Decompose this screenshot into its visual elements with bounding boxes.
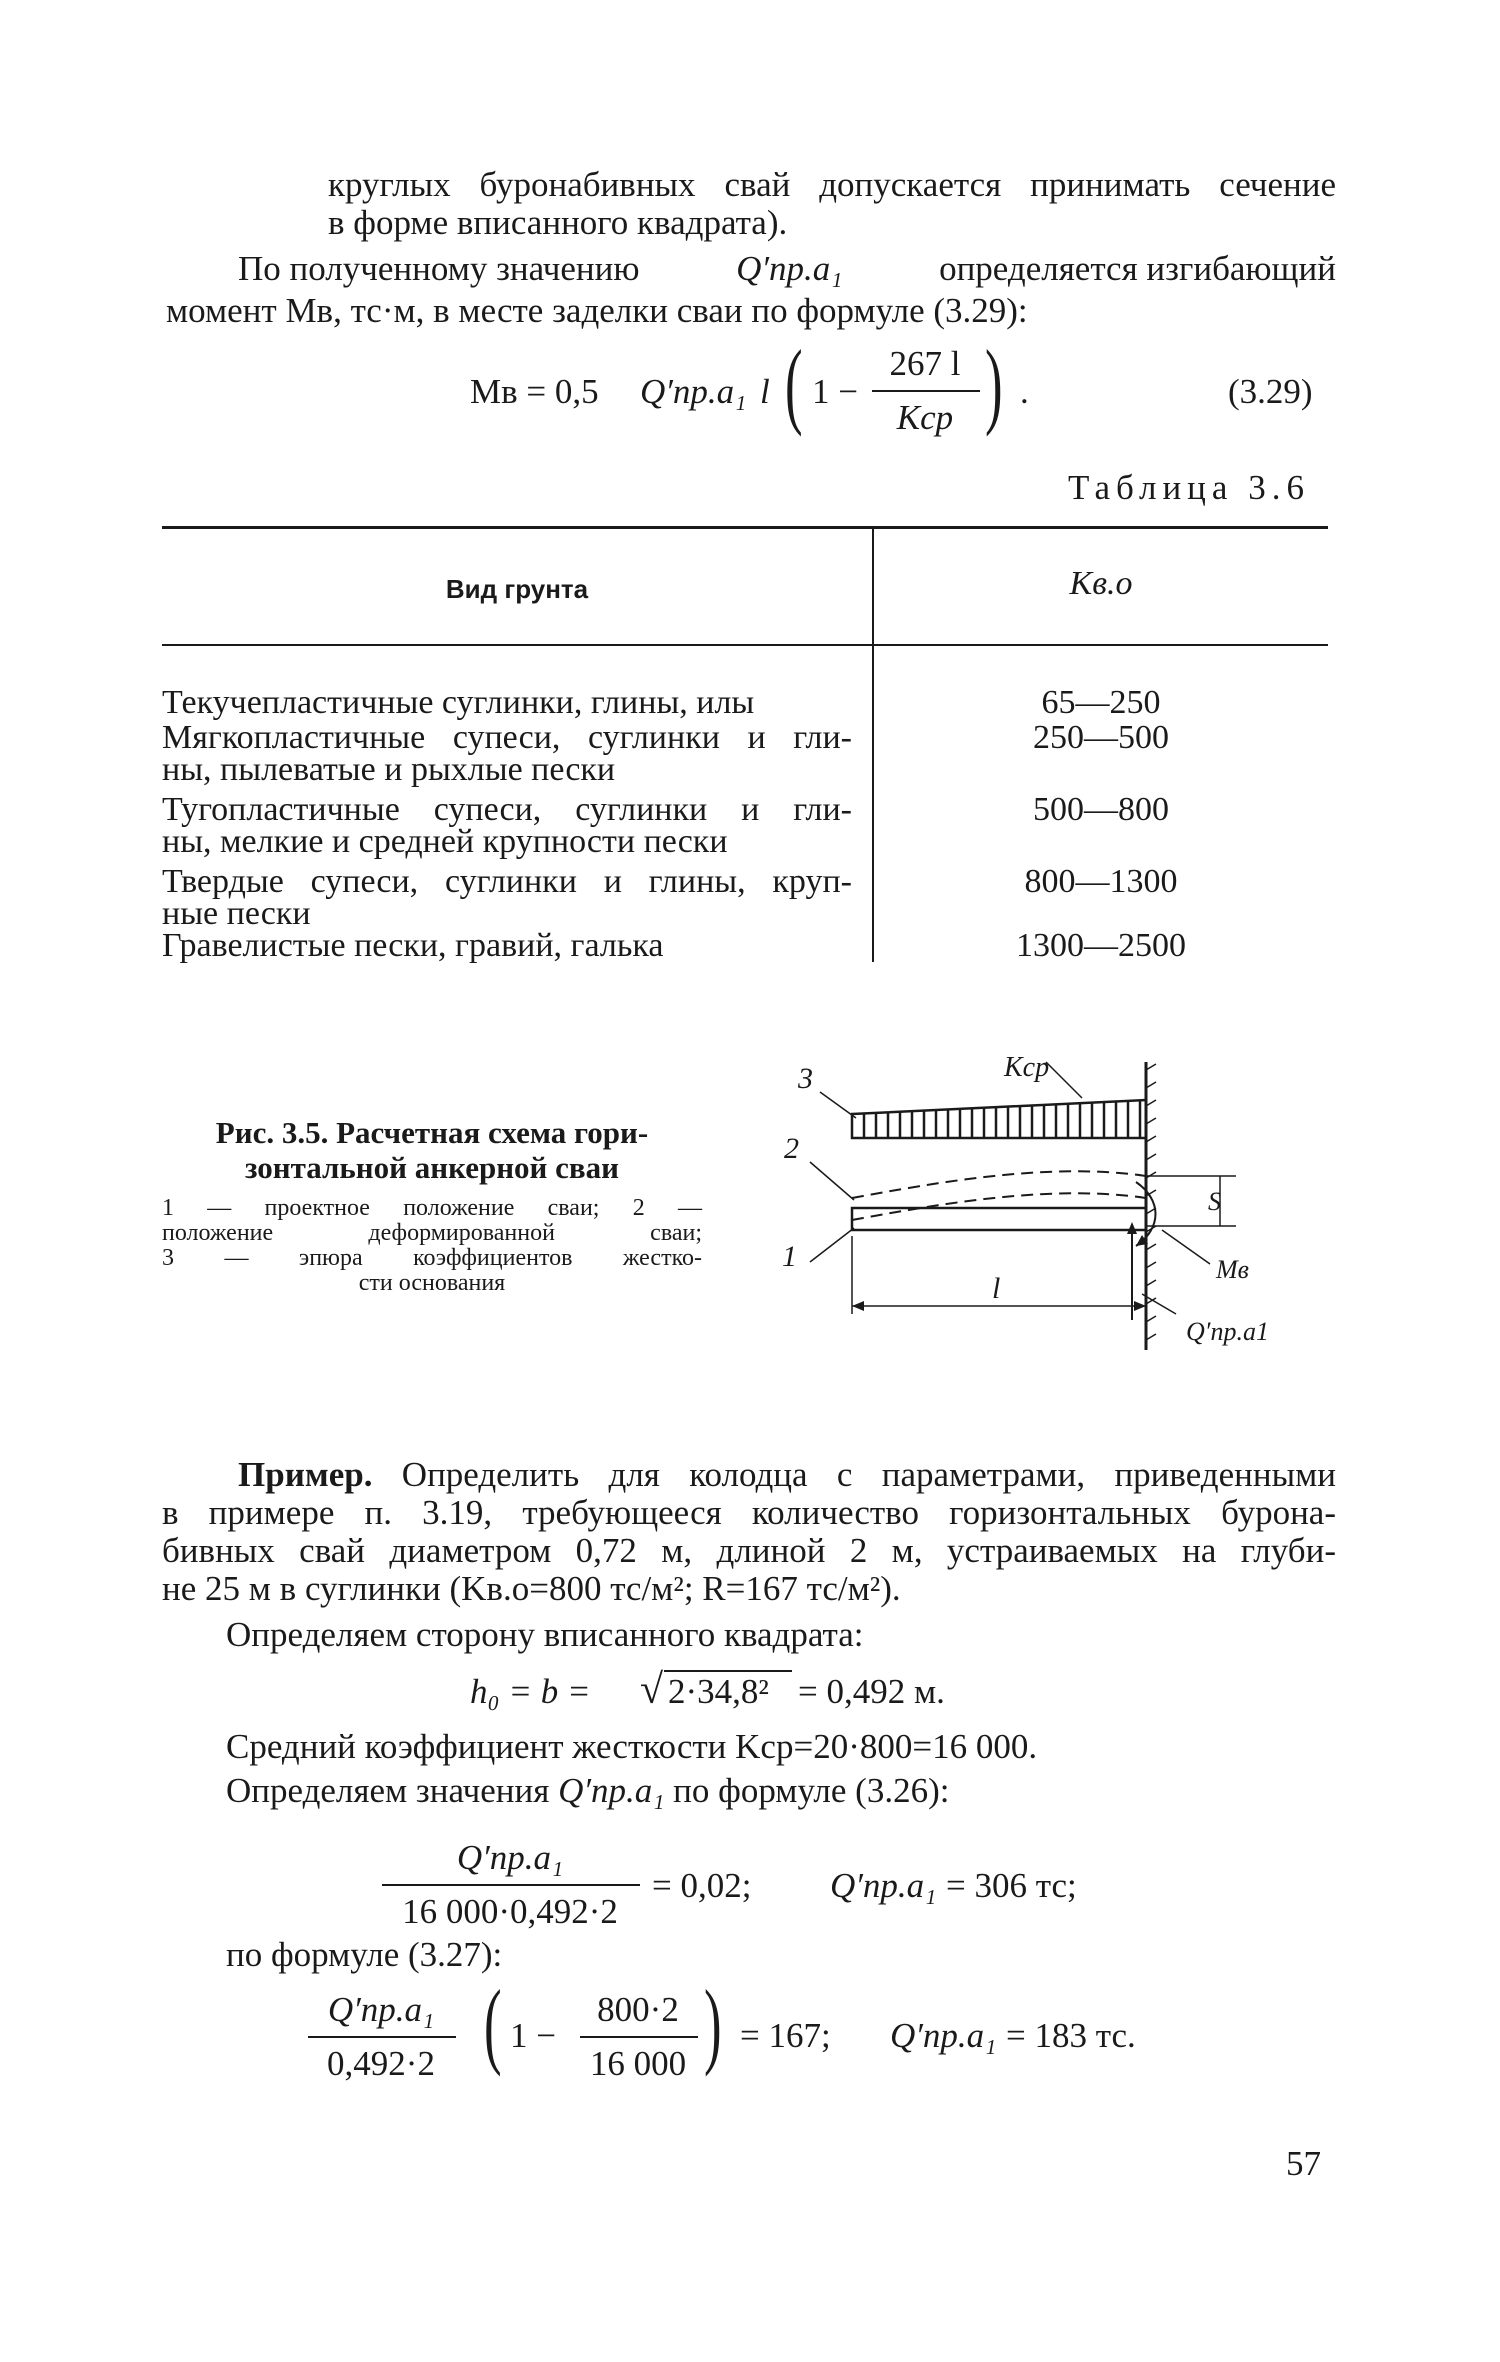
para2-text-b: определяется изгибающий [939,249,1336,288]
table-row-soil-cont: ны, пылеватые и рыхлые пески [162,751,616,788]
label-s: S [1208,1187,1221,1216]
f326-fraction-bar [382,1884,640,1886]
table-row-soil-cont: ны, мелкие и средней крупности пески [162,823,728,860]
table-row-k: 800—1300 [1024,863,1178,900]
f329-number: (3.29) [1228,372,1313,411]
example-lead: Пример. [238,1455,373,1494]
f329-paren-close: ) [985,330,1003,437]
sqrt-argument: 2·34,8² [668,1672,769,1711]
figure-title-line-1: Рис. 3.5. Расчетная схема гори- [215,1115,649,1150]
para2-text-a: По полученному значению [238,249,640,288]
table-row-soil: Мягкопластичные супеси, суглинки и гли- [162,719,852,756]
f327-rhs: = 183 тс. [1006,2016,1136,2055]
step1-rhs: = 0,492 м. [798,1672,945,1711]
page-number: 57 [1286,2144,1321,2183]
f326-denominator: 16 000·0,492·2 [402,1892,618,1931]
f329-lhs: Mв = 0,5 [470,372,599,411]
f326-numerator: Q′пр.a₁ [456,1838,564,1877]
f327-fraction-bar [308,2036,456,2038]
example-line-2: в примере п. 3.19, требующееся количество горизонтальных бурона- [162,1493,1336,1532]
label-kcp: Kср [1004,1052,1050,1083]
label-l: l [992,1272,1001,1305]
f329-l: l [760,372,770,411]
f327-numerator: Q′пр.a₁ [327,1990,435,2029]
example-line-3: бивных свай диаметром 0,72 м, длиной 2 м, устраиваемых на глуби- [162,1531,1336,1570]
f327-eq: = 167; [740,2016,831,2055]
f327-inner-fraction-bar [580,2036,698,2038]
para2-q-symbol: Q′пр.a₁ [736,249,843,288]
f327-paren-open: ( [484,1970,502,2077]
label-1: 1 [782,1240,797,1273]
f327-paren-close: ) [704,1970,722,2077]
table-row-soil-cont: ные пески [162,895,311,932]
f329-one: 1 − [812,372,858,411]
table-top-rule [162,526,1328,529]
example-line-1 [238,1456,1336,1494]
table-row-soil: Текучепластичные суглинки, глины, илы [162,684,755,721]
step4-text: по формуле (3.27): [226,1935,503,1974]
example-line-1-rest: Определить для колодца с параметрами, приведенными [401,1455,1337,1494]
step1-text: Определяем сторону вписанного квадрата: [226,1615,864,1654]
f329-denominator: Kср [896,398,954,437]
anchor-pile-diagram [770,1050,1310,1370]
step3-text-a: Определяем значения [226,1771,550,1810]
figure-legend-line-2: положение деформированной сваи; [162,1220,702,1246]
leader-2 [810,1162,854,1200]
intro-line-2: в форме вписанного квадрата). [328,203,788,242]
leader-moment [1162,1230,1210,1264]
para2-line-2: момент Mв, тс·м, в месте заделки сваи по формуле (3.29): [166,291,1028,330]
f329-q: Q′пр.a₁ [640,372,747,411]
table-header-k: Kв.о [1069,565,1133,602]
table-header-soil: Вид грунта [445,574,589,604]
stiffness-diagram [852,1100,1146,1138]
label-moment: Mв [1216,1255,1249,1284]
pile-deformed-bottom [852,1193,1146,1220]
step1-lhs: h₀ = b = [470,1672,591,1711]
table-row-k: 1300—2500 [1016,927,1186,964]
intro-line-1: круглых буронабивных свай допускается принимать сечение [328,165,1336,204]
f327-q: Q′пр.a₁ [890,2016,997,2055]
figure-title-line-2: зонтальной анкерной сваи [244,1150,620,1185]
f329-period: . [1020,372,1029,411]
f329-paren-open: ( [785,330,803,437]
sqrt-sign: √ [640,1667,664,1713]
table-row-k: 65—250 [1041,684,1161,721]
f326-eq: = 0,02; [652,1866,752,1905]
step3-q: Q′пр.a₁ [558,1771,665,1810]
label-q: Q′пр.a1 [1186,1317,1269,1346]
f329-fraction-bar [872,390,980,392]
leader-3 [820,1092,856,1118]
f327-inner-numerator: 800·2 [597,1990,679,2029]
table-row-soil: Гравелистые пески, гравий, галька [162,927,664,964]
leader-kcp [1046,1062,1082,1098]
table-row-k: 500—800 [1033,791,1169,828]
f329-numerator: 267 l [889,344,961,383]
label-2: 2 [784,1132,799,1165]
table-caption: Таблица 3.6 [1068,468,1310,507]
example-line-4: не 25 м в суглинки (Kв.о=800 тс/м²; R=167 тс/м²). [162,1569,901,1608]
f327-denominator: 0,492·2 [327,2044,435,2083]
table-row-soil: Твердые супеси, суглинки и глины, круп- [162,863,852,900]
table-row-soil: Тугопластичные супеси, суглинки и гли- [162,791,852,828]
leader-1 [810,1228,854,1262]
shear-force-arrowhead [1127,1222,1137,1234]
f327-one: 1 − [510,2016,556,2055]
step2-text: Средний коэффициент жесткости Kср=20·800=16 000. [226,1727,1038,1766]
table-header-rule [162,644,1328,646]
f326-rhs: = 306 тс; [946,1866,1077,1905]
figure-legend-line-4: сти основания [358,1270,506,1296]
f326-q: Q′пр.a₁ [830,1866,937,1905]
f327-inner-denominator: 16 000 [589,2044,687,2083]
label-3: 3 [798,1062,813,1095]
para2-line-1 [238,250,1336,288]
figure-legend-line-3: 3 — эпюра коэффициентов жестко- [162,1245,702,1271]
step3-line [226,1772,949,1810]
figure-legend-line-1: 1 — проектное положение сваи; 2 — [162,1195,702,1221]
step3-text-b: по формуле (3.26): [673,1771,950,1810]
table-row-k: 250—500 [1033,719,1169,756]
